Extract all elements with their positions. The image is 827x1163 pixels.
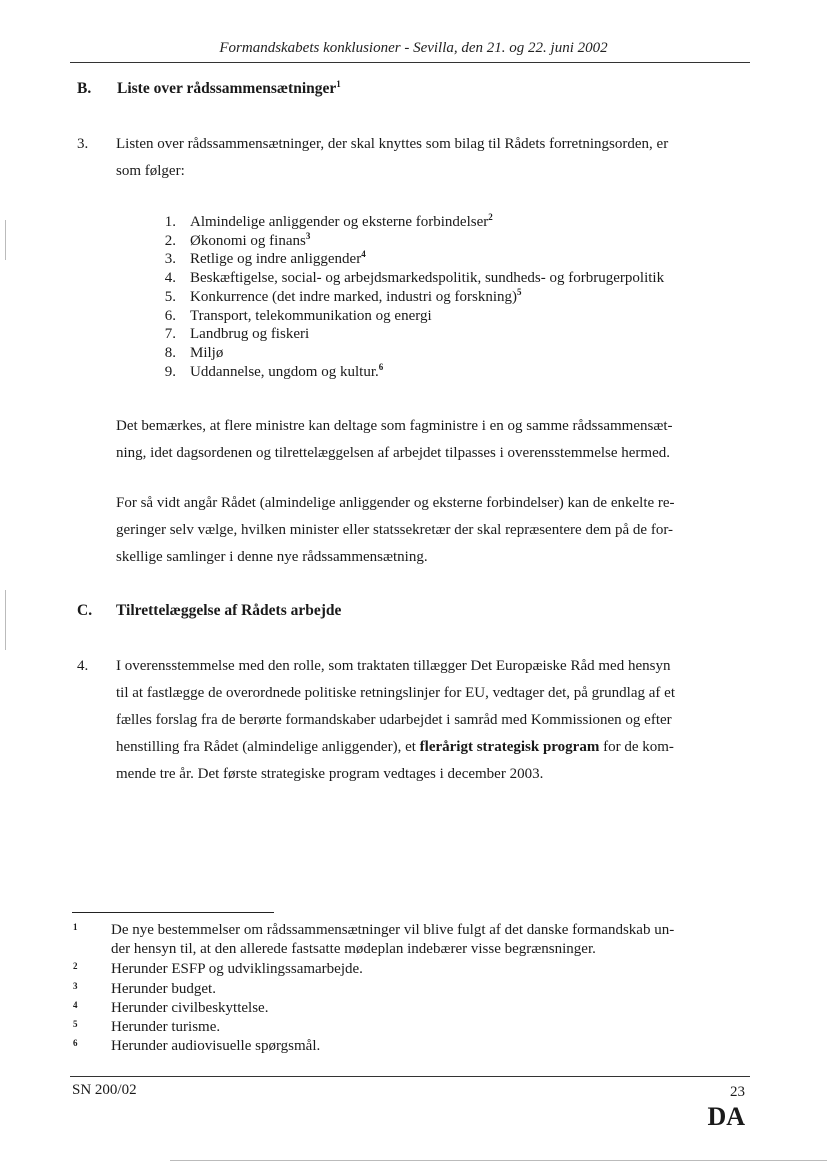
council-list-item	[150, 344, 750, 363]
section-c-title: Tilrettelæggelse af Rådets arbejde	[116, 602, 342, 619]
footnote-text: De nye bestemmelser om rådssammensætninger vil blive fulgt af det danske formandskab un-	[111, 922, 675, 938]
paragraph-general-affairs-line: skellige samlinger i denne nye rådssammensætning.	[116, 549, 428, 565]
paragraph-3	[116, 131, 744, 185]
council-list-label: Uddannelse, ungdom og kultur.	[190, 363, 379, 380]
paragraph-3-line: Listen over rådssammensætninger, der skal knyttes som bilag til Rådets forretningsorden, er	[116, 136, 669, 152]
paragraph-general-affairs-line: For så vidt angår Rådet (almindelige anliggender og eksterne forbindelser) kan de enkelte re-	[116, 495, 675, 511]
footnote-marker: 1	[73, 922, 78, 932]
council-list-text	[190, 213, 493, 232]
footnote-separator	[72, 912, 274, 913]
footnote-text: Herunder civilbeskyttelse.	[111, 1000, 269, 1016]
footnote-marker: 6	[73, 1038, 78, 1048]
footer-rule	[70, 1076, 750, 1077]
council-list-number: 1.	[164, 214, 176, 230]
footnote-text: Herunder ESFP og udviklingssamarbejde.	[111, 961, 363, 977]
council-list-number: 9.	[164, 363, 176, 380]
footnote-ref-4: 4	[361, 249, 366, 260]
council-list-label: Almindelige anliggender og eksterne forbindelser	[190, 214, 489, 230]
council-list-text	[190, 307, 432, 326]
language-code: DA	[707, 1102, 745, 1131]
header-rule	[70, 62, 750, 63]
council-list-text	[190, 232, 310, 251]
strategic-program-term: flerårigt strategisk program	[419, 739, 600, 755]
paragraph-4-line: til at fastlægge de overordnede politiske retningslinjer for EU, vedtager det, på grundlag af et	[116, 685, 675, 701]
paragraph-number-4: 4.	[77, 658, 89, 674]
council-list-label: Beskæftigelse, social- og arbejdsmarkedspolitik, sundheds- og forbrugerpolitik	[190, 270, 665, 287]
footnote-ref-1: 1	[336, 79, 341, 89]
scan-bottom-line	[170, 1160, 827, 1161]
council-list-item	[150, 363, 750, 382]
paragraph-4-line: fælles forslag fra de berørte formandskaber udarbejdet i samråd med Kommissionen og efter	[116, 712, 672, 728]
council-list-item	[150, 250, 750, 269]
paragraph-ministers-line: ning, idet dagsordenen og tilrettelæggelsen af arbejdet tilpasses i overensstemmelse hermed.	[116, 445, 671, 461]
council-list-item	[150, 307, 750, 326]
footnote-text: Herunder budget.	[111, 981, 216, 997]
paragraph-4-line: I overensstemmelse med den rolle, som traktaten tillægger Det Europæiske Råd med hensyn	[116, 658, 671, 674]
paragraph-general-affairs	[116, 490, 744, 571]
paragraph-4	[116, 653, 744, 788]
council-list-text	[190, 344, 223, 363]
running-header: Formandskabets konklusioner - Sevilla, den 21. og 22. juni 2002	[219, 40, 608, 56]
council-list-label: Retlige og indre anliggender	[190, 251, 362, 268]
council-list-label: Transport, telekommunikation og energi	[190, 307, 432, 324]
council-list-text	[190, 363, 383, 382]
council-list-number: 2.	[164, 232, 176, 249]
scan-margin-mark	[5, 590, 6, 650]
footnote-ref-2: 2	[488, 212, 493, 222]
council-list-number: 6.	[164, 307, 176, 324]
footnote-ref-5: 5	[517, 286, 522, 297]
paragraph-4-text: henstilling fra Rådet (almindelige anliggender), et	[116, 739, 420, 755]
council-list-text	[190, 250, 366, 269]
paragraph-4-line: mende tre år. Det første strategiske program vedtages i december 2003.	[116, 766, 544, 782]
council-list-label: Konkurrence (det indre marked, industri og forskning)	[190, 288, 517, 305]
paragraph-general-affairs-line: geringer selv vælge, hvilken minister eller statssekretær der skal repræsentere dem på de for-	[116, 522, 674, 538]
council-list-label: Økonomi og finans	[190, 232, 306, 249]
section-b-title-text: Liste over rådssammensætninger	[117, 80, 337, 97]
council-list-item	[150, 213, 750, 232]
council-list-label: Miljø	[190, 344, 224, 361]
paragraph-ministers-line: Det bemærkes, at flere ministre kan deltage som fagministre i en og samme rådssammensæt-	[116, 418, 673, 434]
footnote-marker: 5	[73, 1019, 78, 1029]
footnote-text: Herunder audiovisuelle spørgsmål.	[111, 1038, 321, 1054]
council-list-number: 3.	[164, 251, 176, 268]
paragraph-3-line: som følger:	[116, 163, 185, 179]
paragraph-4-text: for de kom-	[599, 739, 674, 755]
council-list-item	[150, 232, 750, 251]
council-list-number: 4.	[164, 270, 176, 287]
council-list-label: Landbrug og fiskeri	[190, 326, 310, 343]
section-b-title	[117, 80, 341, 98]
footnote-ref-6: 6	[378, 361, 384, 372]
footnote-text: der hensyn til, at den allerede fastsatte mødeplan indebærer visse begrænsninger.	[111, 941, 596, 957]
council-list-item	[150, 325, 750, 344]
council-list-number: 5.	[164, 288, 176, 305]
council-list-text	[190, 269, 664, 288]
footnote-marker: 4	[73, 1000, 78, 1010]
footnote-marker: 2	[73, 961, 78, 971]
footnote-ref-3: 3	[305, 230, 311, 241]
council-list-item	[150, 269, 750, 288]
paragraph-number-3: 3.	[77, 136, 89, 152]
section-b-letter: B.	[77, 80, 92, 97]
page-number: 23	[730, 1084, 745, 1100]
council-list-item	[150, 288, 750, 307]
scan-margin-mark	[5, 220, 6, 260]
council-list-number: 8.	[164, 344, 176, 361]
council-list-text	[190, 325, 309, 344]
council-list-number: 7.	[164, 326, 176, 343]
document-reference: SN 200/02	[72, 1082, 137, 1098]
footnote-marker: 3	[73, 981, 78, 991]
paragraph-ministers	[116, 413, 744, 467]
footnote-text: Herunder turisme.	[111, 1019, 221, 1035]
section-c-letter: C.	[77, 602, 93, 619]
paragraph-4-line	[116, 734, 744, 761]
council-list-text	[190, 288, 522, 307]
